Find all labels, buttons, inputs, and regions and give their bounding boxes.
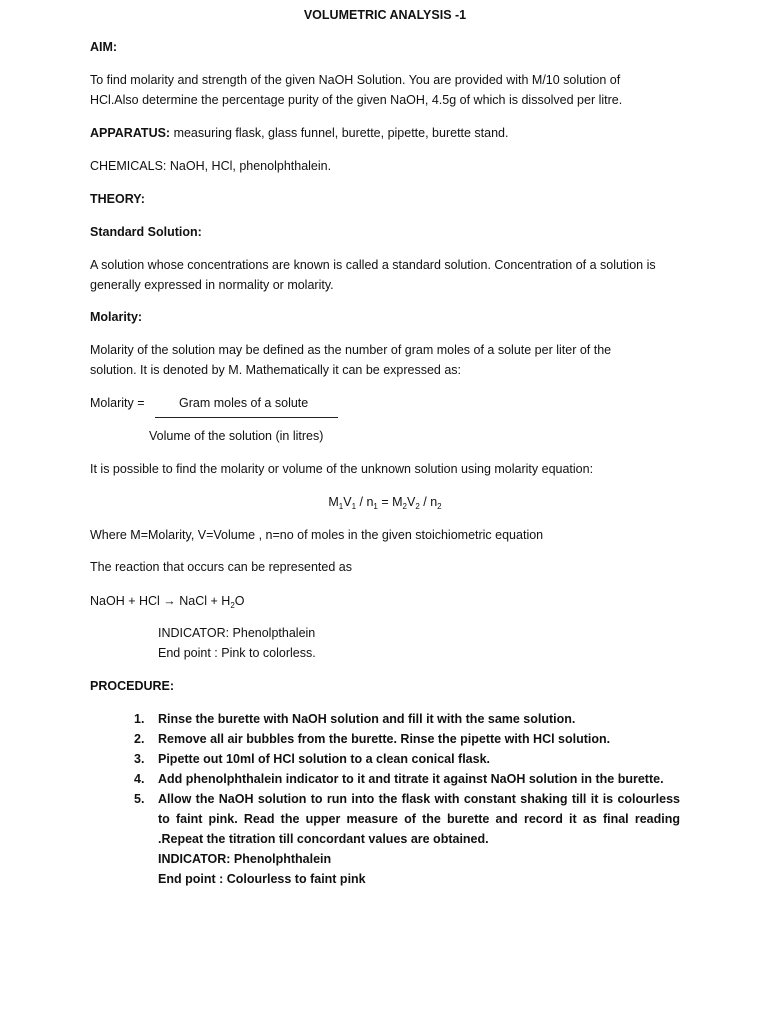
aim-text-line2: HCl.Also determine the percentage purity of the given NaOH, 4.5g of which is dissolved per litre. xyxy=(90,93,623,107)
procedure-step: 5. Allow the NaOH solution to run into the flask with constant shaking till it is colourless to faint pink. Read the upper measure of the burette and record it as final reading .Repeat the titration till concordant values are obtained. xyxy=(134,792,680,846)
aim-text-line1: To find molarity and strength of the given NaOH Solution. You are provided with M/10 solution of xyxy=(90,73,621,87)
theory-heading: THEORY: xyxy=(90,192,145,206)
molarity-equation: $M_1V_1 / n_1 = M_2V_2 / n_2$ xyxy=(328,495,442,511)
molarity-text-line1: Molarity of the solution may be defined as the number of gram moles of a solute per liter of the xyxy=(90,343,612,357)
where-definitions: Where M=Molarity, V=Volume , n=no of moles in the given stoichiometric equation xyxy=(90,528,544,542)
molarity-formula-label: Molarity = xyxy=(90,396,145,410)
reaction-equation: NaOH + HCl → NaCl + $H_2O$ xyxy=(90,594,245,610)
procedure-step: 4. Add phenolphthalein indicator to it and titrate it against NaOH solution in the burette. xyxy=(134,772,664,786)
standard-solution-line2: generally expressed in normality or molarity. xyxy=(90,278,334,292)
molarity-heading: Molarity: xyxy=(90,310,143,324)
procedure-step: 3. Pipette out 10ml of HCl solution to a clean conical flask. xyxy=(134,752,491,766)
indicator-line: INDICATOR: Phenolpthalein xyxy=(158,626,316,640)
procedure-list xyxy=(90,709,680,889)
aim-heading: AIM: xyxy=(90,40,118,54)
procedure-indicator: INDICATOR: Phenolphthalein xyxy=(158,852,332,866)
reaction-intro: The reaction that occurs can be represented as xyxy=(90,560,352,574)
end-point-line: End point : Pink to colorless. xyxy=(158,646,316,660)
procedure-step: 1. Rinse the burette with NaOH solution and fill it with the same solution. xyxy=(134,712,576,726)
procedure-step: 2. Remove all air bubbles from the burette. Rinse the pipette with HCl solution. xyxy=(134,732,611,746)
standard-solution-heading: Standard Solution: xyxy=(90,225,202,239)
apparatus-label: APPARATUS: xyxy=(90,126,171,140)
molarity-equation-intro: It is possible to find the molarity or volume of the unknown solution using molarity equation: xyxy=(90,462,594,476)
fraction-numerator: Gram moles of a solute xyxy=(179,396,309,410)
chemicals-paragraph: CHEMICALS: NaOH, HCl, phenolphthalein. xyxy=(90,159,332,173)
procedure-heading: PROCEDURE: xyxy=(90,679,175,693)
fraction-denominator: Volume of the solution (in litres) xyxy=(149,429,324,443)
fraction-bar xyxy=(155,417,338,418)
apparatus-text: measuring flask, glass funnel, burette, pipette, burette stand. xyxy=(170,126,509,140)
procedure-end-point: End point : Colourless to faint pink xyxy=(158,872,366,886)
apparatus-paragraph xyxy=(90,123,509,143)
standard-solution-line1: A solution whose concentrations are known is called a standard solution. Concentration of a solution is xyxy=(90,258,656,272)
molarity-text-line2: solution. It is denoted by M. Mathematically it can be expressed as: xyxy=(90,363,462,377)
page-title: VOLUMETRIC ANALYSIS -1 xyxy=(303,8,467,22)
